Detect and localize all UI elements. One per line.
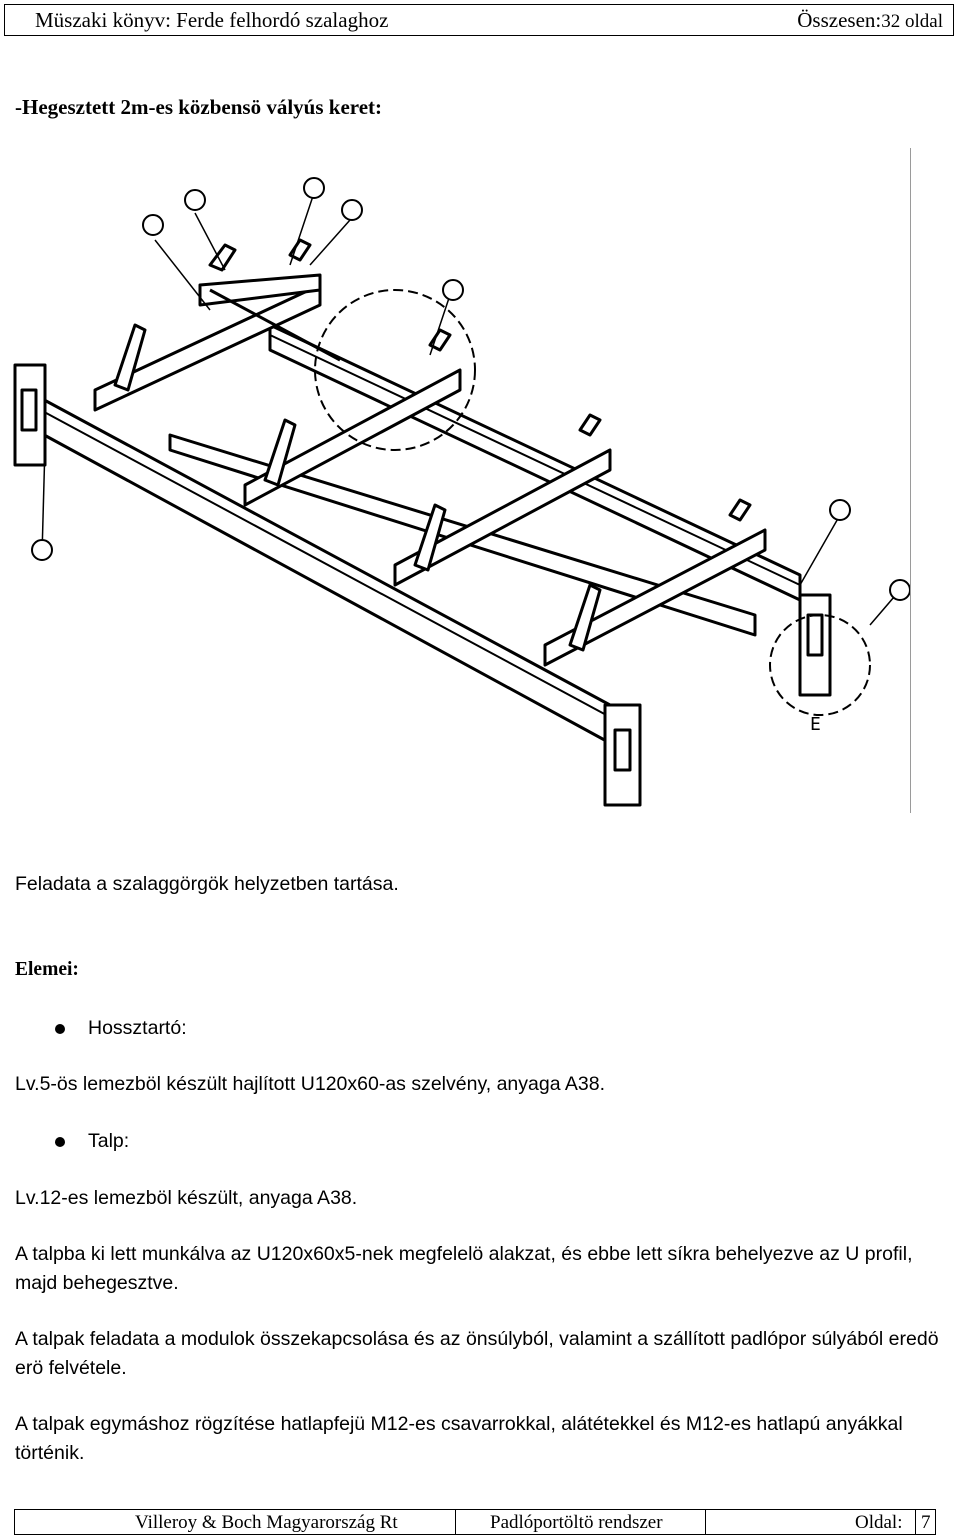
footer-separator [455,1510,456,1534]
bullet-talp: Talp: [88,1130,130,1152]
footer-company: Villeroy & Boch Magyarország Rt [135,1512,398,1533]
detail-label-e: E [810,714,821,735]
footer-page-label: Oldal: [855,1512,903,1533]
heading-elemei: Elemei: [15,959,79,980]
paragraph-hossztarto: Lv.5-ös lemezböl készült hajlított U120x60-as szelvény, anyaga A38. [15,1073,606,1095]
paragraph-talp-function: A talpak feladata a modulok összekapcsolása és az önsúlyból, valamint a szállított padlópor súlyából eredö erö felvétele. [15,1328,939,1379]
figure-border-line [910,148,911,813]
header-total [797,8,943,33]
paragraph-purpose: Feladata a szalaggörgök helyzetben tartása. [15,873,399,895]
paragraph-talp: Lv.12-es lemezböl készült, anyaga A38. [15,1187,358,1209]
footer-page-number: 7 [921,1512,931,1533]
footer-separator [915,1510,916,1534]
page-header [4,4,954,36]
bullet-marker [55,1137,65,1147]
header-total-label: Összesen: [797,8,882,32]
footer-system: Padlóportöltö rendszer [490,1512,663,1533]
bullet-marker [55,1024,65,1034]
paragraph-talp-fixing: A talpak egymáshoz rögzítése hatlapfejü M12-es csavarrokkal, alátétekkel és M12-es hatlapú anyákkal történik. [15,1413,903,1464]
section-title: -Hegesztett 2m-es közbensö vályús keret: [15,95,383,119]
paragraph-talp-shape: A talpba ki lett munkálva az U120x60x5-nek megfelelö alakzat, és ebbe lett síkra behelyezve az U profil, majd behegesztve. [15,1243,913,1294]
footer-separator [705,1510,706,1534]
header-total-pages: 32 oldal [881,11,943,32]
frame-drawing [10,145,915,815]
header-title: Müszaki könyv: Ferde felhordó szalaghoz [35,8,389,32]
page-footer [14,1509,936,1535]
bullet-hossztarto: Hossztartó: [88,1017,187,1039]
